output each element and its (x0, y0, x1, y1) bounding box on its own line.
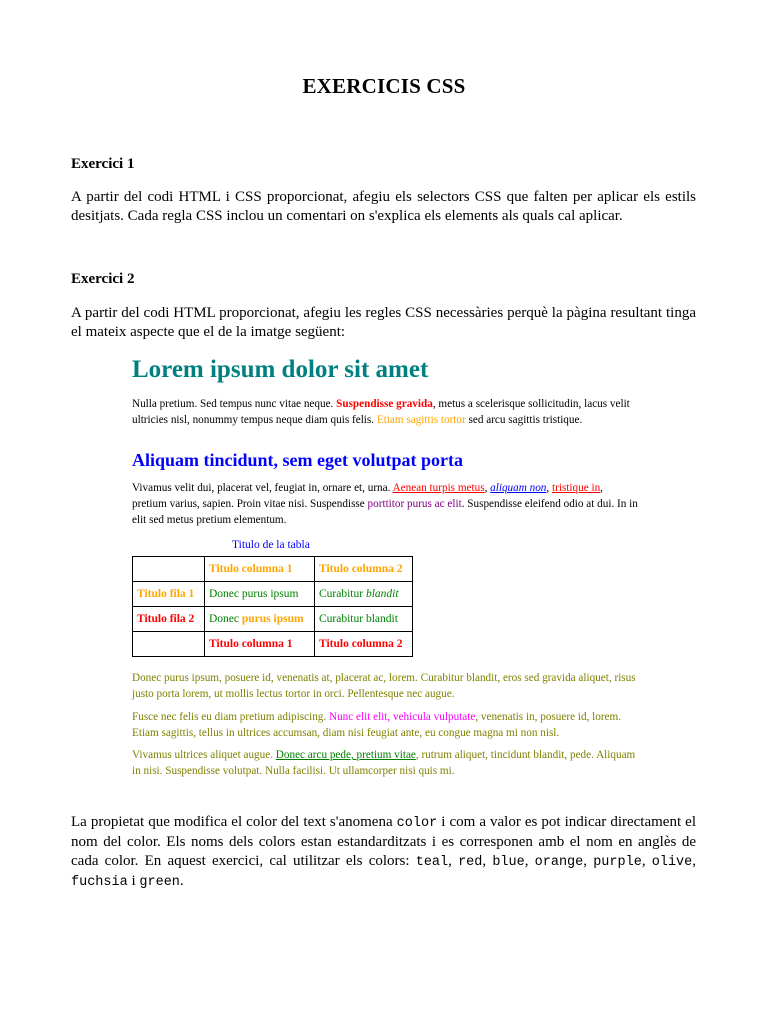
exercise-2-heading: Exercici 2 (71, 271, 135, 287)
table-caption: Titulo de la tabla (232, 539, 310, 551)
table-cell-empty (133, 632, 205, 657)
code-color-name: orange (534, 855, 584, 870)
figure-paragraph-2 (132, 480, 638, 528)
figure-paragraph-3: Donec purus ipsum, posuere id, venenatis at, placerat ac, lorem. Curabitur blandit, eros sed gravida aliquet, risus justo porta lorem, ut mollis lectus tortor in orci. Pellentesque nec augue. (132, 672, 636, 700)
text-run: Vivamus ultrices aliquet augue. (132, 749, 276, 761)
text-run: , (484, 482, 491, 494)
separator: , (692, 853, 697, 869)
red-link[interactable]: Aenean turpis metus (392, 482, 485, 494)
figure-heading-2: Aliquam tincidunt, sem eget volutpat porta (132, 450, 464, 470)
color-property-explanation (71, 813, 696, 892)
purple-text: porttitor purus ac elit (367, 498, 462, 510)
code-color-name: red (458, 855, 483, 870)
text-run: Donec (209, 613, 242, 625)
text-run: sed arcu sagittis tristique. (465, 414, 583, 426)
orange-bold-text: purus ipsum (241, 613, 304, 625)
green-link[interactable]: Donec arcu pede, pretium vitae (275, 749, 416, 761)
separator: , (448, 853, 459, 869)
code-color-name: blue (492, 855, 525, 870)
exercise-1-text: A partir del codi HTML i CSS proporcionat, afegiu els selectors CSS que falten per aplicar els estils desitjats. Cada regla CSS inclou un comentari on s'explica els elements als quals cal aplicar. (71, 189, 696, 224)
text-run: , rutrum aliquet, tincidunt blandit, pede. Aliquam in nisi. Suspendisse volutpat. Nulla facilisi. Ut ullamcorper nisi quis mi. (132, 749, 636, 777)
text-run: La propietat que modifica el color del text s'anomena (71, 814, 397, 830)
fuchsia-text: Nunc elit elit, vehicula vulputate (328, 711, 476, 723)
code-color-name: teal (415, 855, 449, 870)
text-run: . Suspendisse eleifend odio at dui. In in elit sed metus pretium elementum. (132, 498, 638, 526)
example-result-image (132, 352, 642, 784)
red-bold-text: Suspendisse gravida (336, 398, 433, 410)
table-row (133, 607, 413, 632)
table-cell-empty (133, 557, 205, 582)
code-color-name: green (139, 875, 180, 890)
text-run: Nulla pretium. Sed tempus nunc vitae neque. (132, 398, 337, 410)
figure-paragraph-5 (132, 747, 638, 779)
red-link[interactable]: tristique in (552, 482, 601, 494)
table-row (133, 557, 413, 582)
row-header-2: Titulo fila 2 (133, 607, 205, 632)
separator: , (583, 853, 594, 869)
text-run: , metus a scelerisque sollicitudin, lacus velit ultricies nisl, nonummy tempus neque diam quis felis. (132, 398, 630, 426)
example-table (132, 556, 413, 657)
blue-italic-link[interactable]: aliquam non (490, 482, 547, 494)
exercise-1-heading: Exercici 1 (71, 156, 135, 172)
page-title: EXERCICIS CSS (302, 74, 466, 98)
separator: , (524, 853, 535, 869)
text-run: , pretium varius, sapien. Proin vitae nisi. Suspendisse (132, 482, 603, 510)
text-run: i com a valor es pot indicar directament el nom del color. Els noms dels colors estan estandarditzats i es corresponen amb el nom en anglès de cada color. En aquest exercici, cal utilitzar els colors: (71, 814, 697, 869)
text-run: Vivamus velit dui, placerat vel, feugiat in, ornare et, urna. (132, 482, 393, 494)
figure-paragraph-4 (132, 709, 638, 741)
column-footer-2: Titulo columna 2 (315, 632, 413, 657)
table-cell: Curabitur blandit (315, 607, 413, 632)
separator: , (641, 853, 652, 869)
text-run: Curabitur (319, 588, 366, 600)
text-run: Fusce nec felis eu diam pretium adipiscing. (132, 711, 329, 723)
text-run: , (546, 482, 552, 494)
separator: , (482, 853, 493, 869)
column-header-1: Titulo columna 1 (205, 557, 315, 582)
code-color-name: olive (651, 855, 693, 870)
column-header-2: Titulo columna 2 (315, 557, 413, 582)
table-row (133, 632, 413, 657)
orange-text: Etiam sagittis tortor (376, 414, 466, 426)
separator: i (127, 873, 140, 889)
separator: . (179, 873, 184, 889)
table-row (133, 582, 413, 607)
column-footer-1: Titulo columna 1 (205, 632, 315, 657)
row-header-1: Titulo fila 1 (133, 582, 205, 607)
table-cell (205, 607, 315, 632)
figure-paragraph-1 (132, 396, 638, 428)
code-color-keyword: color (396, 816, 438, 831)
exercise-2-text: A partir del codi HTML proporcionat, afegiu les regles CSS necessàries perquè la pàgina resultant tinga el mateix aspecte que el de la imatge següent: (71, 305, 696, 340)
table-cell: Donec purus ipsum (205, 582, 315, 607)
figure-heading-1: Lorem ipsum dolor sit amet (132, 356, 429, 383)
code-color-name: fuchsia (71, 875, 128, 890)
text-run: , venenatis in, posuere id, lorem. Etiam sagittis, tellus in ultrices accumsan, diam nisi feugiat ante, eu congue magna mi non nisl. (132, 711, 622, 739)
table-cell (315, 582, 413, 607)
italic-text: blandit (365, 588, 399, 600)
code-color-name: purple (593, 855, 642, 870)
